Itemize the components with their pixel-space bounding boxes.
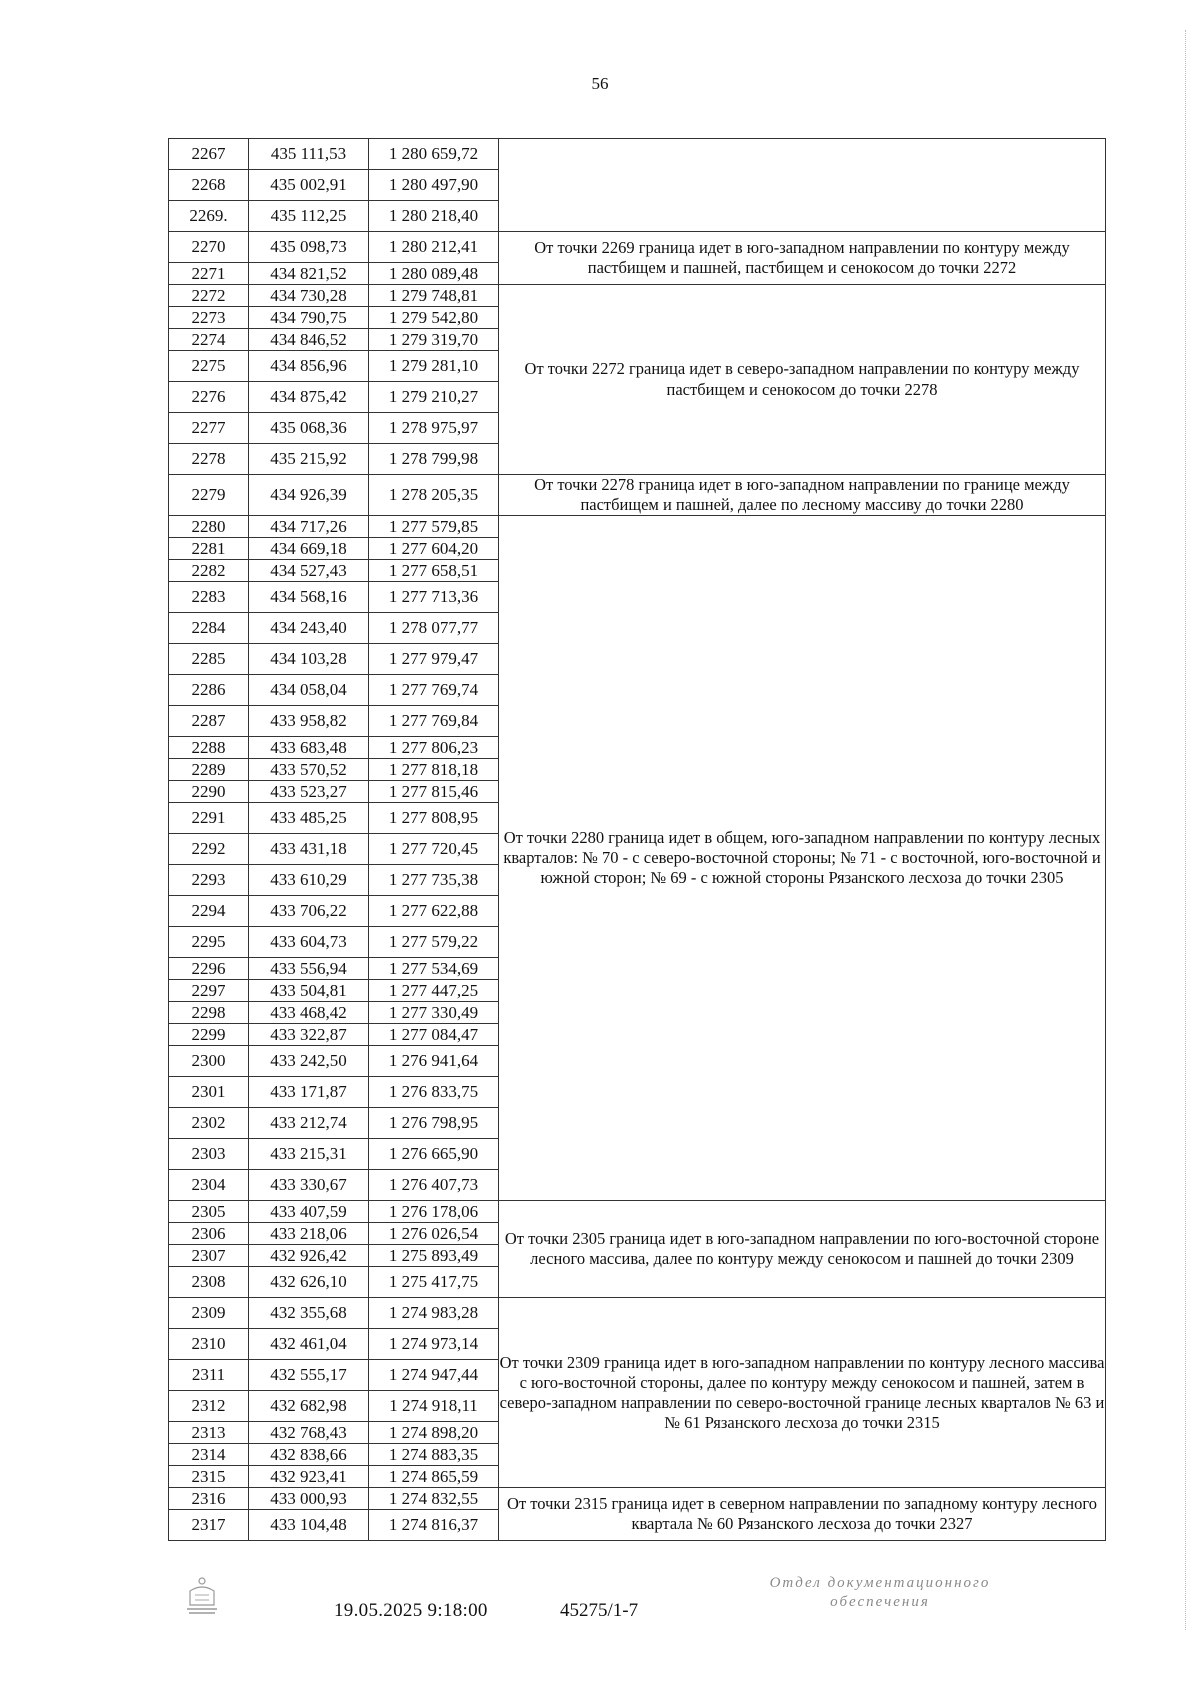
- x-coordinate-cell: 435 068,36: [249, 413, 369, 444]
- y-coordinate-cell: 1 274 918,11: [369, 1391, 499, 1422]
- point-number-cell: 2296: [169, 958, 249, 980]
- y-coordinate-cell: 1 274 983,28: [369, 1298, 499, 1329]
- y-coordinate-cell: 1 278 205,35: [369, 475, 499, 516]
- y-coordinate-cell: 1 276 178,06: [369, 1201, 499, 1223]
- y-coordinate-cell: 1 277 713,36: [369, 582, 499, 613]
- x-coordinate-cell: 432 355,68: [249, 1298, 369, 1329]
- y-coordinate-cell: 1 274 973,14: [369, 1329, 499, 1360]
- x-coordinate-cell: 433 330,67: [249, 1170, 369, 1201]
- table-row: [169, 285, 1106, 307]
- y-coordinate-cell: 1 277 447,25: [369, 980, 499, 1002]
- y-coordinate-cell: 1 280 212,41: [369, 232, 499, 263]
- y-coordinate-cell: 1 280 218,40: [369, 201, 499, 232]
- x-coordinate-cell: 433 468,42: [249, 1002, 369, 1024]
- x-coordinate-cell: 434 527,43: [249, 560, 369, 582]
- point-number-cell: 2276: [169, 382, 249, 413]
- x-coordinate-cell: 432 555,17: [249, 1360, 369, 1391]
- point-number-cell: 2303: [169, 1139, 249, 1170]
- y-coordinate-cell: 1 277 815,46: [369, 781, 499, 803]
- table-row: [169, 1201, 1106, 1223]
- point-number-cell: 2311: [169, 1360, 249, 1391]
- point-number-cell: 2284: [169, 613, 249, 644]
- y-coordinate-cell: 1 276 407,73: [369, 1170, 499, 1201]
- x-coordinate-cell: 433 570,52: [249, 759, 369, 781]
- x-coordinate-cell: 434 717,26: [249, 516, 369, 538]
- x-coordinate-cell: 433 431,18: [249, 834, 369, 865]
- x-coordinate-cell: 434 821,52: [249, 263, 369, 285]
- x-coordinate-cell: 434 058,04: [249, 675, 369, 706]
- x-coordinate-cell: 433 218,06: [249, 1223, 369, 1245]
- x-coordinate-cell: 433 242,50: [249, 1046, 369, 1077]
- y-coordinate-cell: 1 280 089,48: [369, 263, 499, 285]
- footer-datetime: 19.05.2025 9:18:00: [334, 1600, 488, 1621]
- boundary-description: От точки 2269 граница идет в юго-западном направлении по контуру между пастбищем и пашней, пастбищем и сенокосом до точки 2272: [499, 232, 1106, 285]
- y-coordinate-cell: 1 280 497,90: [369, 170, 499, 201]
- x-coordinate-cell: 433 104,48: [249, 1510, 369, 1541]
- point-number-cell: 2279: [169, 475, 249, 516]
- table-row: [169, 475, 1106, 516]
- x-coordinate-cell: 433 706,22: [249, 896, 369, 927]
- point-number-cell: 2316: [169, 1488, 249, 1510]
- y-coordinate-cell: 1 274 816,37: [369, 1510, 499, 1541]
- x-coordinate-cell: 432 768,43: [249, 1422, 369, 1444]
- y-coordinate-cell: 1 277 579,22: [369, 927, 499, 958]
- point-number-cell: 2282: [169, 560, 249, 582]
- x-coordinate-cell: 432 626,10: [249, 1267, 369, 1298]
- point-number-cell: 2285: [169, 644, 249, 675]
- y-coordinate-cell: 1 280 659,72: [369, 139, 499, 170]
- x-coordinate-cell: 434 926,39: [249, 475, 369, 516]
- y-coordinate-cell: 1 277 534,69: [369, 958, 499, 980]
- x-coordinate-cell: 433 958,82: [249, 706, 369, 737]
- boundary-description: [499, 139, 1106, 232]
- x-coordinate-cell: 432 682,98: [249, 1391, 369, 1422]
- y-coordinate-cell: 1 276 026,54: [369, 1223, 499, 1245]
- footer-department-stamp: Отдел документационного обеспечения: [769, 1575, 991, 1610]
- point-number-cell: 2301: [169, 1077, 249, 1108]
- y-coordinate-cell: 1 279 748,81: [369, 285, 499, 307]
- point-number-cell: 2280: [169, 516, 249, 538]
- page-number: 56: [591, 74, 609, 93]
- footer-doc-number: 45275/1-7: [560, 1600, 639, 1621]
- point-number-cell: 2297: [169, 980, 249, 1002]
- point-number-cell: 2290: [169, 781, 249, 803]
- y-coordinate-cell: 1 277 979,47: [369, 644, 499, 675]
- x-coordinate-cell: 432 461,04: [249, 1329, 369, 1360]
- y-coordinate-cell: 1 277 769,74: [369, 675, 499, 706]
- y-coordinate-cell: 1 274 832,55: [369, 1488, 499, 1510]
- table-row: [169, 1298, 1106, 1329]
- y-coordinate-cell: 1 276 665,90: [369, 1139, 499, 1170]
- x-coordinate-cell: 435 112,25: [249, 201, 369, 232]
- table-row: [169, 516, 1106, 538]
- y-coordinate-cell: 1 275 893,49: [369, 1245, 499, 1267]
- point-number-cell: 2271: [169, 263, 249, 285]
- point-number-cell: 2310: [169, 1329, 249, 1360]
- x-coordinate-cell: 434 669,18: [249, 538, 369, 560]
- x-coordinate-cell: 432 838,66: [249, 1444, 369, 1466]
- x-coordinate-cell: 434 568,16: [249, 582, 369, 613]
- point-number-cell: 2278: [169, 444, 249, 475]
- y-coordinate-cell: 1 279 542,80: [369, 307, 499, 329]
- point-number-cell: 2277: [169, 413, 249, 444]
- boundary-description: От точки 2315 граница идет в северном направлении по западному контуру лесного квартала № 60 Рязанского лесхоза до точки 2327: [499, 1488, 1106, 1541]
- boundary-description: От точки 2280 граница идет в общем, юго-западном направлении по контуру лесных кварталов: № 70 - с северо-восточной стороны; № 71 - с восточной, юго-восточной и южной сторон; № 69 - с южной стороны Рязанского лесхоза до точки 2305: [499, 516, 1106, 1201]
- y-coordinate-cell: 1 279 319,70: [369, 329, 499, 351]
- point-number-cell: 2299: [169, 1024, 249, 1046]
- x-coordinate-cell: 435 098,73: [249, 232, 369, 263]
- x-coordinate-cell: 433 604,73: [249, 927, 369, 958]
- point-number-cell: 2295: [169, 927, 249, 958]
- y-coordinate-cell: 1 277 579,85: [369, 516, 499, 538]
- y-coordinate-cell: 1 277 769,84: [369, 706, 499, 737]
- point-number-cell: 2274: [169, 329, 249, 351]
- x-coordinate-cell: 434 243,40: [249, 613, 369, 644]
- x-coordinate-cell: 433 683,48: [249, 737, 369, 759]
- boundary-description: От точки 2278 граница идет в юго-западном направлении по границе между пастбищем и пашней, далее по лесному массиву до точки 2280: [499, 475, 1106, 516]
- y-coordinate-cell: 1 274 898,20: [369, 1422, 499, 1444]
- point-number-cell: 2302: [169, 1108, 249, 1139]
- y-coordinate-cell: 1 277 604,20: [369, 538, 499, 560]
- boundary-description: От точки 2309 граница идет в юго-западном направлении по контуру лесного массива с юго-восточной стороны, далее по контуру между сенокосом и пашней, затем в северо-западном направлении по северо-восточной границе лесных кварталов № 63 и № 61 Рязанского лесхоза до точки 2315: [499, 1298, 1106, 1488]
- x-coordinate-cell: 433 504,81: [249, 980, 369, 1002]
- y-coordinate-cell: 1 277 330,49: [369, 1002, 499, 1024]
- point-number-cell: 2294: [169, 896, 249, 927]
- y-coordinate-cell: 1 277 808,95: [369, 803, 499, 834]
- x-coordinate-cell: 435 111,53: [249, 139, 369, 170]
- y-coordinate-cell: 1 278 975,97: [369, 413, 499, 444]
- x-coordinate-cell: 433 485,25: [249, 803, 369, 834]
- x-coordinate-cell: 433 610,29: [249, 865, 369, 896]
- point-number-cell: 2317: [169, 1510, 249, 1541]
- table-row: [169, 232, 1106, 263]
- point-number-cell: 2312: [169, 1391, 249, 1422]
- point-number-cell: 2275: [169, 351, 249, 382]
- boundary-description: От точки 2272 граница идет в северо-западном направлении по контуру между пастбищем и сенокосом до точки 2278: [499, 285, 1106, 475]
- x-coordinate-cell: 432 926,42: [249, 1245, 369, 1267]
- point-number-cell: 2308: [169, 1267, 249, 1298]
- point-number-cell: 2272: [169, 285, 249, 307]
- boundary-description: От точки 2305 граница идет в юго-западном направлении по юго-восточной стороне лесного массива, далее по контуру между сенокосом и пашней до точки 2309: [499, 1201, 1106, 1298]
- point-number-cell: 2315: [169, 1466, 249, 1488]
- point-number-cell: 2300: [169, 1046, 249, 1077]
- coat-of-arms-icon: [183, 1575, 221, 1615]
- point-number-cell: 2268: [169, 170, 249, 201]
- x-coordinate-cell: 434 730,28: [249, 285, 369, 307]
- y-coordinate-cell: 1 277 084,47: [369, 1024, 499, 1046]
- point-number-cell: 2288: [169, 737, 249, 759]
- y-coordinate-cell: 1 277 806,23: [369, 737, 499, 759]
- y-coordinate-cell: 1 277 658,51: [369, 560, 499, 582]
- y-coordinate-cell: 1 277 720,45: [369, 834, 499, 865]
- point-number-cell: 2289: [169, 759, 249, 781]
- y-coordinate-cell: 1 277 818,18: [369, 759, 499, 781]
- x-coordinate-cell: 433 215,31: [249, 1139, 369, 1170]
- point-number-cell: 2286: [169, 675, 249, 706]
- y-coordinate-cell: 1 276 798,95: [369, 1108, 499, 1139]
- y-coordinate-cell: 1 277 622,88: [369, 896, 499, 927]
- x-coordinate-cell: 433 322,87: [249, 1024, 369, 1046]
- x-coordinate-cell: 434 790,75: [249, 307, 369, 329]
- point-number-cell: 2292: [169, 834, 249, 865]
- x-coordinate-cell: 434 875,42: [249, 382, 369, 413]
- y-coordinate-cell: 1 279 281,10: [369, 351, 499, 382]
- x-coordinate-cell: 433 171,87: [249, 1077, 369, 1108]
- point-number-cell: 2270: [169, 232, 249, 263]
- y-coordinate-cell: 1 274 947,44: [369, 1360, 499, 1391]
- x-coordinate-cell: 433 556,94: [249, 958, 369, 980]
- point-number-cell: 2313: [169, 1422, 249, 1444]
- x-coordinate-cell: 433 000,93: [249, 1488, 369, 1510]
- coordinates-table: [168, 138, 1106, 1541]
- table-row: [169, 139, 1106, 170]
- point-number-cell: 2291: [169, 803, 249, 834]
- point-number-cell: 2314: [169, 1444, 249, 1466]
- x-coordinate-cell: 435 002,91: [249, 170, 369, 201]
- point-number-cell: 2307: [169, 1245, 249, 1267]
- y-coordinate-cell: 1 274 883,35: [369, 1444, 499, 1466]
- y-coordinate-cell: 1 277 735,38: [369, 865, 499, 896]
- point-number-cell: 2283: [169, 582, 249, 613]
- x-coordinate-cell: 434 856,96: [249, 351, 369, 382]
- y-coordinate-cell: 1 279 210,27: [369, 382, 499, 413]
- point-number-cell: 2267: [169, 139, 249, 170]
- point-number-cell: 2309: [169, 1298, 249, 1329]
- y-coordinate-cell: 1 275 417,75: [369, 1267, 499, 1298]
- point-number-cell: 2269.: [169, 201, 249, 232]
- table-row: [169, 1488, 1106, 1510]
- x-coordinate-cell: 432 923,41: [249, 1466, 369, 1488]
- scan-edge-marks: [1185, 30, 1194, 1630]
- point-number-cell: 2304: [169, 1170, 249, 1201]
- point-number-cell: 2273: [169, 307, 249, 329]
- y-coordinate-cell: 1 278 077,77: [369, 613, 499, 644]
- point-number-cell: 2293: [169, 865, 249, 896]
- y-coordinate-cell: 1 278 799,98: [369, 444, 499, 475]
- x-coordinate-cell: 435 215,92: [249, 444, 369, 475]
- point-number-cell: 2305: [169, 1201, 249, 1223]
- x-coordinate-cell: 434 103,28: [249, 644, 369, 675]
- y-coordinate-cell: 1 276 941,64: [369, 1046, 499, 1077]
- point-number-cell: 2281: [169, 538, 249, 560]
- y-coordinate-cell: 1 274 865,59: [369, 1466, 499, 1488]
- point-number-cell: 2306: [169, 1223, 249, 1245]
- point-number-cell: 2287: [169, 706, 249, 737]
- point-number-cell: 2298: [169, 1002, 249, 1024]
- x-coordinate-cell: 433 523,27: [249, 781, 369, 803]
- x-coordinate-cell: 433 407,59: [249, 1201, 369, 1223]
- y-coordinate-cell: 1 276 833,75: [369, 1077, 499, 1108]
- x-coordinate-cell: 434 846,52: [249, 329, 369, 351]
- x-coordinate-cell: 433 212,74: [249, 1108, 369, 1139]
